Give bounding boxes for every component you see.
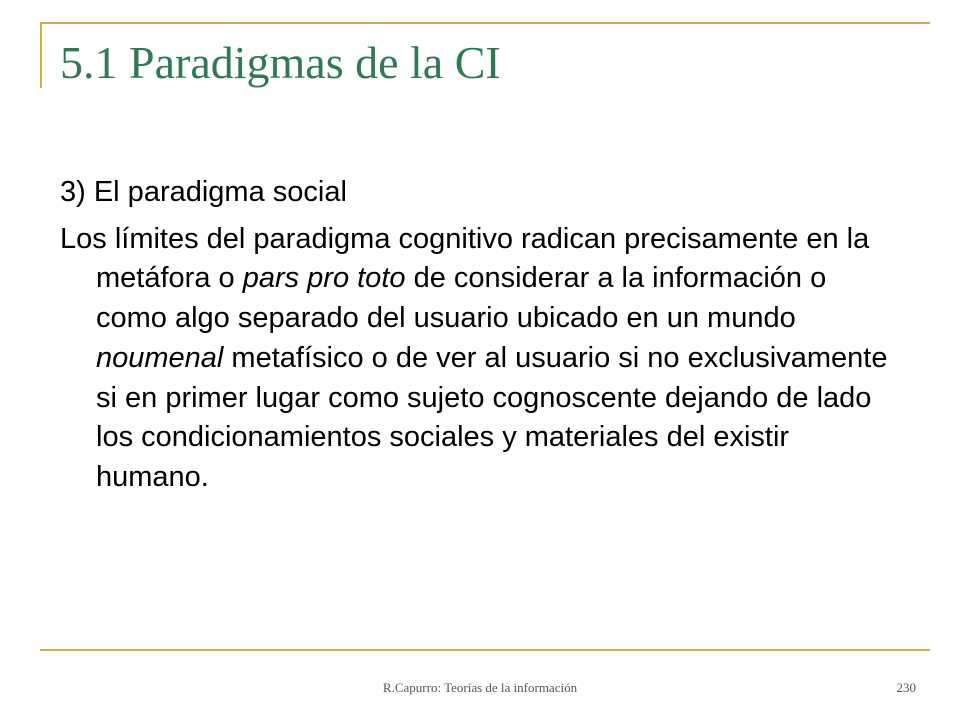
body-italic-noumenal: noumenal	[96, 341, 224, 374]
bottom-rule	[40, 649, 930, 651]
slide-title: 5.1 Paradigmas de la CI	[60, 37, 501, 88]
page-number: 230	[896, 680, 916, 695]
footer-author: R.Capurro: Teorías de la información	[382, 680, 578, 695]
left-rule	[40, 22, 42, 88]
slide-content	[60, 174, 890, 498]
top-rule	[40, 22, 930, 24]
body-italic-pars-pro-toto: pars pro toto	[242, 262, 406, 295]
body-text-1: Los límites del paradigma cognitivo radican precisamente en la metáfora o	[60, 222, 870, 295]
subheading: 3) El paradigma social	[60, 176, 347, 208]
body-text-3: metafísico o de ver al usuario si no exclusivamente si en primer lugar como sujeto cognoscente dejando de lado los condicionamientos sociales y materiales del existir humano.	[96, 341, 888, 493]
body-text-2: de considerar a la información o como algo separado del usuario ubicado en un mundo	[96, 262, 827, 335]
body-paragraph	[60, 220, 890, 498]
